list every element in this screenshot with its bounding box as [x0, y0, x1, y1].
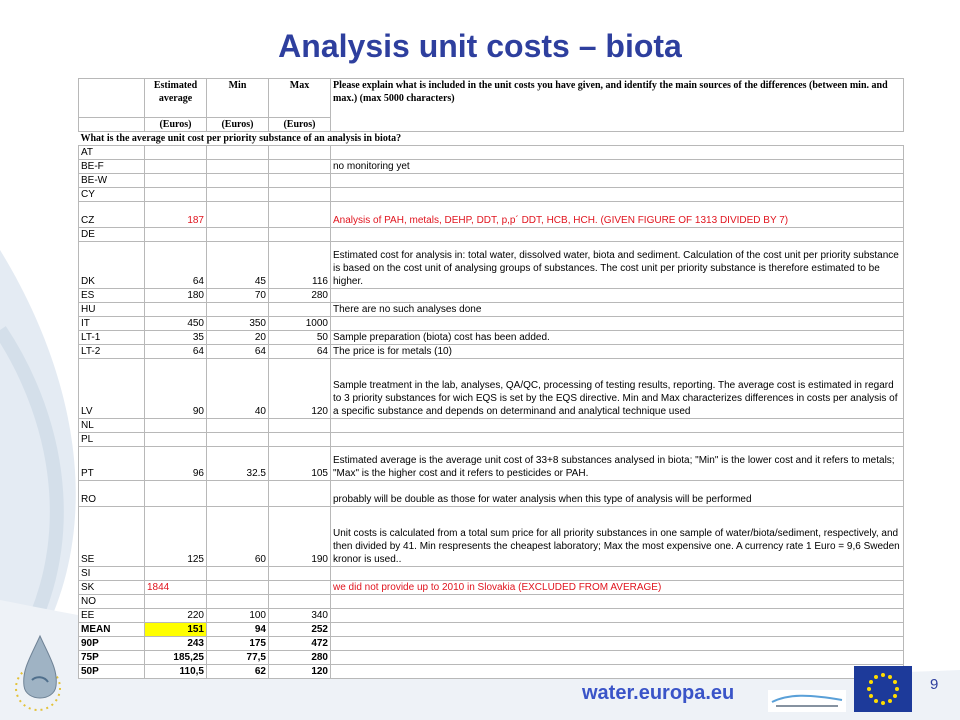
max-cell — [269, 303, 331, 317]
min-header: Min — [207, 79, 269, 118]
question-text: What is the average unit cost per priority substance of an analysis in biota? — [79, 132, 904, 146]
country-cell: DK — [79, 242, 145, 289]
table-row — [79, 303, 904, 317]
country-cell: CY — [79, 188, 145, 202]
table-row — [79, 160, 904, 174]
table-row — [79, 433, 904, 447]
min-unit: (Euros) — [207, 118, 269, 132]
min-cell: 64 — [207, 345, 269, 359]
table-row — [79, 202, 904, 228]
country-cell: BE-W — [79, 174, 145, 188]
explanation-cell — [331, 317, 904, 331]
max-cell — [269, 581, 331, 595]
table-row — [79, 507, 904, 567]
max-cell — [269, 146, 331, 160]
explanation-cell: probably will be double as those for water analysis when this type of analysis will be performed — [331, 481, 904, 507]
explanation-header: Please explain what is included in the unit costs you have given, and identify the main sources of the differences (between min. and max.) (max 5000 characters) — [331, 79, 904, 132]
stat-label-cell: 90P — [79, 637, 145, 651]
page-number: 9 — [930, 676, 939, 693]
min-cell — [207, 160, 269, 174]
estimated-cell — [145, 188, 207, 202]
explanation-cell — [331, 188, 904, 202]
estimated-cell: 187 — [145, 202, 207, 228]
stat-row — [79, 651, 904, 665]
max-cell — [269, 595, 331, 609]
explanation-cell — [331, 174, 904, 188]
min-cell — [207, 595, 269, 609]
max-cell — [269, 567, 331, 581]
min-cell — [207, 419, 269, 433]
max-cell — [269, 202, 331, 228]
country-cell: LV — [79, 359, 145, 419]
explanation-cell — [331, 609, 904, 623]
explanation-cell — [331, 595, 904, 609]
estimated-cell — [145, 433, 207, 447]
max-header: Max — [269, 79, 331, 118]
min-cell: 70 — [207, 289, 269, 303]
country-header — [79, 79, 145, 118]
stat-estimated-cell: 110,5 — [145, 665, 207, 679]
estimated-cell — [145, 174, 207, 188]
min-cell: 100 — [207, 609, 269, 623]
explanation-cell: The price is for metals (10) — [331, 345, 904, 359]
table-row — [79, 146, 904, 160]
country-cell: LT-1 — [79, 331, 145, 345]
country-cell: PL — [79, 433, 145, 447]
estimated-cell — [145, 303, 207, 317]
max-cell: 1000 — [269, 317, 331, 331]
explanation-cell: Estimated cost for analysis in: total water, dissolved water, biota and sediment. Calculation of the cost unit per priority substance is based on the cost unit of analysing groups of substances. The cost unit per priority substance is therefore estimated to be higher. — [331, 242, 904, 289]
country-cell: LT-2 — [79, 345, 145, 359]
explanation-cell: we did not provide up to 2010 in Slovakia (EXCLUDED FROM AVERAGE) — [331, 581, 904, 595]
estimated-cell: 35 — [145, 331, 207, 345]
min-cell: 45 — [207, 242, 269, 289]
table-row — [79, 567, 904, 581]
table-row — [79, 609, 904, 623]
min-cell — [207, 202, 269, 228]
question-row — [79, 132, 904, 146]
stat-max-cell: 280 — [269, 651, 331, 665]
stat-min-cell: 62 — [207, 665, 269, 679]
estimated-cell — [145, 481, 207, 507]
max-cell — [269, 433, 331, 447]
stat-label-cell: 75P — [79, 651, 145, 665]
table-row — [79, 317, 904, 331]
stat-max-cell: 120 — [269, 665, 331, 679]
estimated-cell — [145, 160, 207, 174]
max-cell: 190 — [269, 507, 331, 567]
estimated-cell: 125 — [145, 507, 207, 567]
explanation-cell: no monitoring yet — [331, 160, 904, 174]
explanation-cell — [331, 146, 904, 160]
stat-row — [79, 623, 904, 637]
table-row — [79, 188, 904, 202]
unit-costs-table — [78, 78, 904, 679]
explanation-cell — [331, 433, 904, 447]
max-cell: 105 — [269, 447, 331, 481]
min-cell — [207, 303, 269, 317]
estimated-cell: 450 — [145, 317, 207, 331]
country-cell: SE — [79, 507, 145, 567]
estimated-cell — [145, 419, 207, 433]
max-cell: 64 — [269, 345, 331, 359]
stat-min-cell: 94 — [207, 623, 269, 637]
table-row — [79, 447, 904, 481]
max-cell: 280 — [269, 289, 331, 303]
stat-min-cell: 77,5 — [207, 651, 269, 665]
country-cell: NL — [79, 419, 145, 433]
stat-estimated-cell: 243 — [145, 637, 207, 651]
footer-url[interactable]: water.europa.eu — [582, 682, 735, 704]
max-cell — [269, 228, 331, 242]
stat-blank-cell — [331, 637, 904, 651]
estimated-cell: 96 — [145, 447, 207, 481]
table-row — [79, 345, 904, 359]
min-cell — [207, 433, 269, 447]
max-cell — [269, 160, 331, 174]
explanation-cell — [331, 289, 904, 303]
country-cell: SK — [79, 581, 145, 595]
country-cell: CZ — [79, 202, 145, 228]
estimated-cell: 1844 — [145, 581, 207, 595]
table-row — [79, 419, 904, 433]
country-cell: EE — [79, 609, 145, 623]
estimated-cell — [145, 567, 207, 581]
table-row — [79, 595, 904, 609]
max-cell — [269, 419, 331, 433]
country-cell: DE — [79, 228, 145, 242]
eu-stars-icon — [854, 666, 912, 712]
country-unit-header — [79, 118, 145, 132]
country-cell: IT — [79, 317, 145, 331]
estimated-cell — [145, 228, 207, 242]
page-title: Analysis unit costs – biota — [278, 28, 682, 64]
explanation-cell: Sample treatment in the lab, analyses, QA/QC, processing of testing results, reporting. The average cost is estimated in regard to 3 priority substances for wich EQS is set by the EQS directive. Min and Max characterizes differences in costs per analysis of a specific substance and depends on determinand and analytical technique used — [331, 359, 904, 419]
country-cell: AT — [79, 146, 145, 160]
min-cell — [207, 581, 269, 595]
explanation-cell: Analysis of PAH, metals, DEHP, DDT, p,p´ DDT, HCB, HCH. (GIVEN FIGURE OF 1313 DIVIDED BY 7) — [331, 202, 904, 228]
unit-costs-table-container — [78, 78, 904, 679]
wise-logo — [768, 690, 846, 712]
table-row — [79, 228, 904, 242]
estimated-cell: 180 — [145, 289, 207, 303]
max-cell — [269, 481, 331, 507]
stat-estimated-cell: 151 — [145, 623, 207, 637]
estimated-cell — [145, 146, 207, 160]
stat-row — [79, 665, 904, 679]
stat-blank-cell — [331, 623, 904, 637]
min-cell — [207, 228, 269, 242]
table-row — [79, 359, 904, 419]
stat-blank-cell — [331, 665, 904, 679]
min-cell — [207, 481, 269, 507]
stat-estimated-cell: 185,25 — [145, 651, 207, 665]
min-cell: 60 — [207, 507, 269, 567]
max-cell: 50 — [269, 331, 331, 345]
water-drop-logo — [8, 630, 74, 714]
stat-max-cell: 472 — [269, 637, 331, 651]
country-cell: SI — [79, 567, 145, 581]
max-cell — [269, 174, 331, 188]
min-cell: 20 — [207, 331, 269, 345]
table-row — [79, 581, 904, 595]
estimated-cell: 90 — [145, 359, 207, 419]
stat-label-cell: 50P — [79, 665, 145, 679]
max-cell: 120 — [269, 359, 331, 419]
explanation-cell — [331, 419, 904, 433]
min-cell — [207, 146, 269, 160]
explanation-cell: There are no such analyses done — [331, 303, 904, 317]
table-row — [79, 481, 904, 507]
country-cell: NO — [79, 595, 145, 609]
header-row — [79, 79, 904, 118]
stat-blank-cell — [331, 651, 904, 665]
eu-flag-logo — [854, 666, 912, 712]
estimated-cell: 64 — [145, 345, 207, 359]
table-row — [79, 331, 904, 345]
estimated-unit: (Euros) — [145, 118, 207, 132]
min-cell — [207, 174, 269, 188]
table-row — [79, 289, 904, 303]
estimated-cell: 64 — [145, 242, 207, 289]
stat-max-cell: 252 — [269, 623, 331, 637]
table-row — [79, 242, 904, 289]
explanation-cell — [331, 567, 904, 581]
table-body — [79, 132, 904, 679]
min-cell — [207, 188, 269, 202]
country-cell: HU — [79, 303, 145, 317]
max-cell: 340 — [269, 609, 331, 623]
explanation-cell: Estimated average is the average unit cost of 33+8 substances analysed in biota; "Min" is the lower cost and it refers to metals; "Max" is the higher cost and it refers to pesticides or PAH. — [331, 447, 904, 481]
explanation-cell — [331, 228, 904, 242]
stat-label-cell: MEAN — [79, 623, 145, 637]
estimated-header: Estimated average — [145, 79, 207, 118]
explanation-cell: Unit costs is calculated from a total sum price for all priority substances in one sample of water/biota/sediment, respectively, and then divided by 41. Min respresents the cheapest laboratory; Max the most expensive one. A currency rate 1 Euro = 9,6 Sweden kronor is used.. — [331, 507, 904, 567]
estimated-cell: 220 — [145, 609, 207, 623]
stat-min-cell: 175 — [207, 637, 269, 651]
min-cell: 40 — [207, 359, 269, 419]
max-unit: (Euros) — [269, 118, 331, 132]
country-cell: PT — [79, 447, 145, 481]
table-row — [79, 174, 904, 188]
max-cell: 116 — [269, 242, 331, 289]
estimated-cell — [145, 595, 207, 609]
country-cell: RO — [79, 481, 145, 507]
max-cell — [269, 188, 331, 202]
explanation-cell: Sample preparation (biota) cost has been added. — [331, 331, 904, 345]
country-cell: ES — [79, 289, 145, 303]
min-cell — [207, 567, 269, 581]
min-cell: 350 — [207, 317, 269, 331]
country-cell: BE-F — [79, 160, 145, 174]
stat-row — [79, 637, 904, 651]
min-cell: 32.5 — [207, 447, 269, 481]
